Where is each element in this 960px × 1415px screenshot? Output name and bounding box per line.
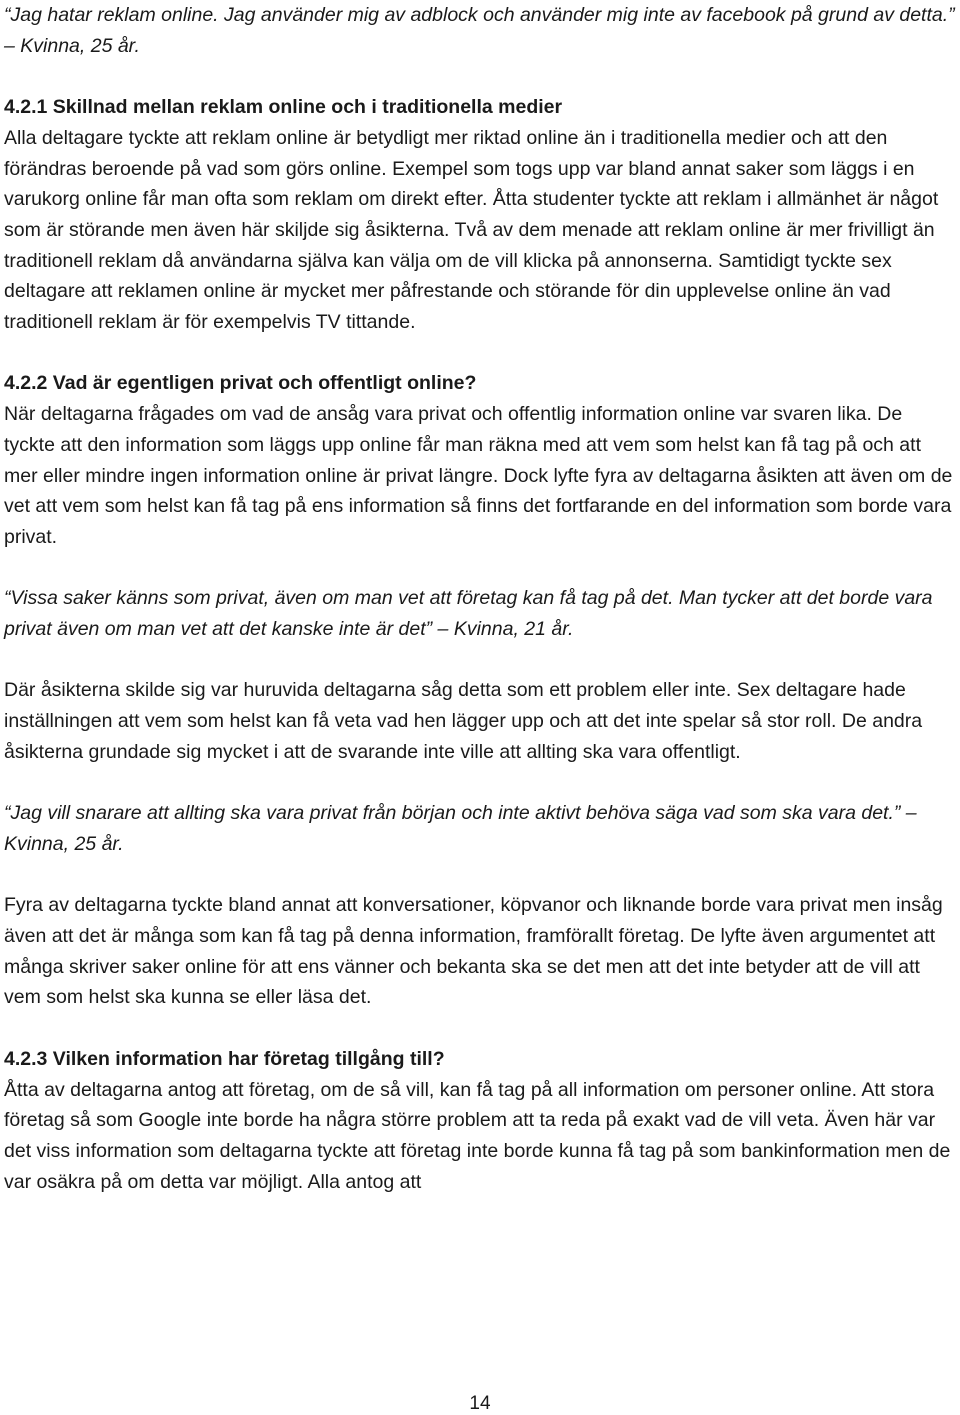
spacer [4,338,956,369]
paragraph-opinions-differ: Där åsikterna skilde sig var huruvida deltagarna såg detta som ett problem eller inte. Sex deltagare hade inställningen att vem som helst kan få veta vad hen lägger upp och att det inte spelar så stor roll. De andra åsikterna grundade sig mycket i att de svarande inte ville att allting ska vara offentligt. [4,679,923,763]
section-heading-4-2-3: 4.2.3 Vilken information har företag tillgång till? [4,1047,445,1070]
document-page [4,0,956,1197]
paragraph-advertising-online: Alla deltagare tyckte att reklam online är betydligt mer riktad online än i traditionella medier och att den förändras beroende på vad som görs online. Exempel som togs upp var bland annat saker som läggs i en varukorg online får man ofta som reklam om direkt efter. Åtta studenter tyckte att reklam i allmänhet är något som är störande men även här skiljde sig åsikterna. Två av dem menade att reklam online är mer frivilligt än traditionell reklam då användarna själva kan välja om de vill klicka på annonserna. Samtidigt tyckte sex deltagare att reklamen online är mycket mer påfrestande och störande för din upplevelse online än vad traditionell reklam är för exempelvis TV tittande. [4,126,939,334]
quote-adblock: “Jag hatar reklam online. Jag använder mig av adblock och använder mig inte av facebook på grund av detta.” – Kvinna, 25 år. [4,4,955,57]
spacer [4,61,956,92]
spacer [4,645,956,676]
spacer [4,768,956,799]
quote-private-default: “Jag vill snarare att allting ska vara privat från början och inte aktivt behöva säga vad som ska vara det.” – Kvinna, 25 år. [4,802,917,855]
spacer [4,553,956,584]
page-number: 14 [469,1393,491,1414]
spacer [4,860,956,891]
section-heading-4-2-2: 4.2.2 Vad är egentligen privat och offentligt online? [4,372,477,395]
paragraph-conversations-private: Fyra av deltagarna tyckte bland annat att konversationer, köpvanor och liknande borde vara privat men insåg även att det är många som kan få tag på denna information, framförallt företag. De lyfte även argumentet att många skriver saker online för att ens vänner och bekanta ska se det men att det inte betyder att de vill att vem som helst ska kunna se eller läsa det. [4,894,943,1009]
quote-private-things: “Vissa saker känns som privat, även om man vet att företag kan få tag på det. Man tycker att det borde vara privat även om man vet att det kanske inte är det” – Kvinna, 21 år. [4,587,933,641]
spacer [4,1013,956,1044]
paragraph-company-access: Åtta av deltagarna antog att företag, om de så vill, kan få tag på all information om personer online. Att stora företag så som Google inte borde ha några större problem att ta reda på exakt vad de vill veta. Även här var det viss information som deltagarna tyckte att företag inte borde kunna få tag på som bankinformation men de var osäkra på om detta var möjligt. Alla antog att [4,1078,951,1193]
section-heading-4-2-1: 4.2.1 Skillnad mellan reklam online och i traditionella medier [4,96,563,119]
paragraph-private-public: När deltagarna frågades om vad de ansåg vara privat och offentlig information online var svaren lika. De tyckte att den information som läggs upp online får man räkna med att vem som helst kan få tag på och att mer eller mindre ingen information online är privat längre. Dock lyfte fyra av deltagarna åsikten att även om de vet att vem som helst kan få tag på ens information så finns det fortfarande en del information som borde vara privat. [4,403,953,548]
